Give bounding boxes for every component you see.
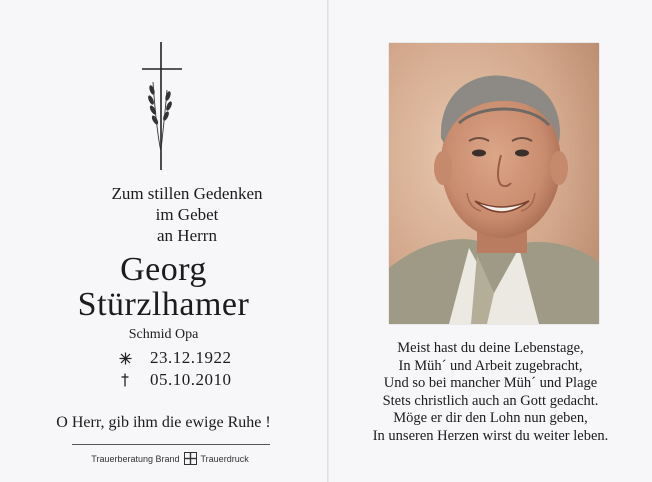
star-icon [114, 352, 136, 365]
cross-with-wheat-icon [139, 42, 185, 170]
greeting-line: Zum stillen Gedenken [111, 184, 263, 203]
death-date: 05.10.2010 [150, 370, 232, 389]
greeting [92, 183, 282, 246]
poem-line: Stets christlich auch an Gott gedacht. [382, 392, 599, 409]
portrait-photo [389, 43, 599, 324]
imprint-left: Trauerberatung Brand [91, 453, 180, 464]
nickname: Schmid Opa [128, 327, 199, 342]
poem-line: In Müh´ und Arbeit zugebracht, [398, 357, 583, 374]
poem-line: Möge er dir den Lohn nun geben, [393, 410, 588, 427]
cross-icon [114, 373, 136, 387]
birth-date: 23.12.1922 [150, 348, 232, 367]
poem-line: In unseren Herzen wirst du weiter leben. [372, 427, 609, 444]
poem [329, 340, 652, 446]
imprint-right: Trauerdruck [200, 453, 249, 464]
greeting-line: an Herrn [157, 226, 217, 245]
life-dates [114, 347, 232, 391]
poem-line: Und so bei mancher Müh´ und Plage [383, 375, 598, 392]
poem-line: Meist hast du deine Lebenstage, [397, 340, 584, 356]
first-name: Georg [120, 251, 207, 288]
greeting-line: im Gebet [155, 205, 219, 224]
printer-logo-icon [184, 452, 197, 465]
right-panel [329, 0, 652, 482]
death-row [114, 369, 232, 391]
last-name: Stürzlhamer [77, 286, 250, 323]
divider [72, 444, 270, 445]
birth-row [114, 347, 232, 369]
printer-imprint [0, 452, 340, 465]
prayer-line: O Herr, gib ihm die ewige Ruhe ! [56, 414, 271, 431]
